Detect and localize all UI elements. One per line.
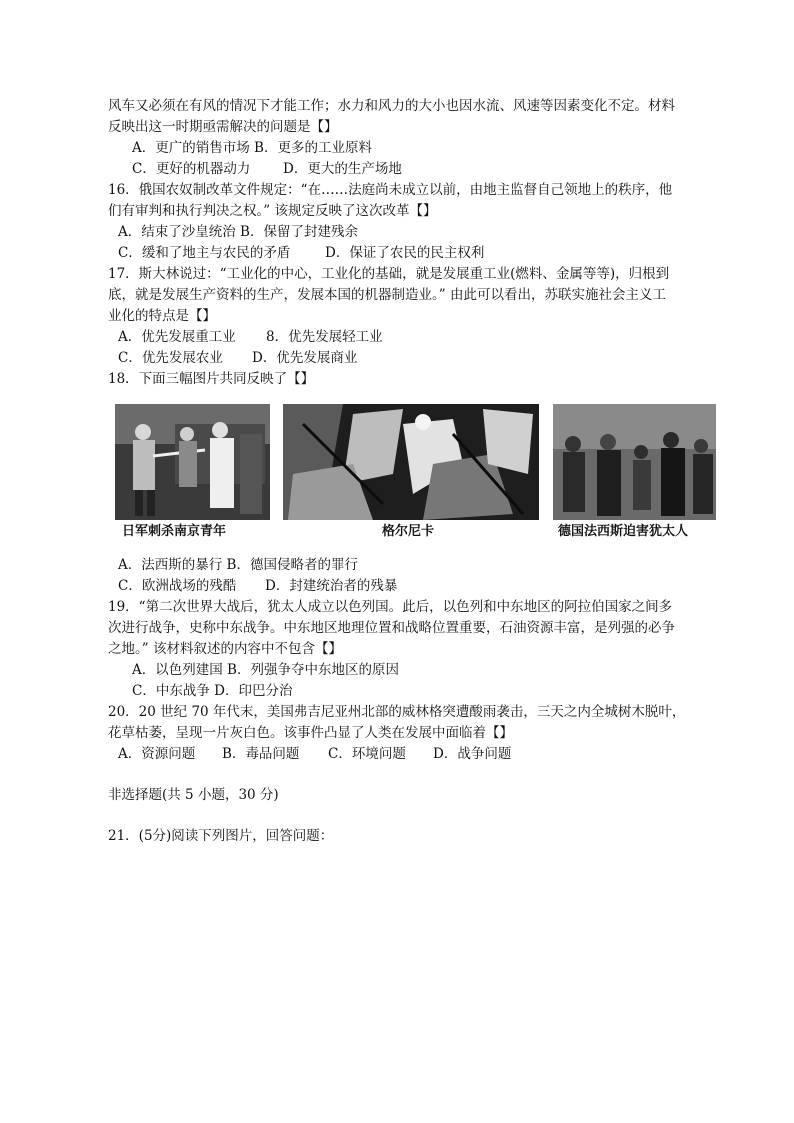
section-title: 非选择题(共 5 小题，30 分) [108,787,279,803]
q17-stem-line1: 17．斯大林说过：“工业化的中心，工业化的基础，就是发展重工业(燃料、金属等等)，归根到 [108,266,670,282]
q20-stem-line2: 花草枯萎，呈现一片灰白色。该事件凸显了人类在发展中面临着【】 [108,725,513,741]
q16-stem-line1: 16．俄国农奴制改革文件规定：“在……法庭尚未成立以前，由地主监督自己领地上的秩序，他 [108,182,673,198]
q15-option-c: C．更好的机器动力 [132,161,251,177]
q17-option-c: C．优先发展农业 [118,350,223,366]
q16-option-c: C．缓和了地主与农民的矛盾 [118,245,291,261]
q16-stem-line2: 们有审判和执行判决之权。” 该规定反映了这次改革【】 [108,203,437,219]
q20-option-d: D．战争问题 [433,746,512,762]
q17-stem-line3: 业化的特点是【】 [108,308,216,324]
caption-guernica: 格尔尼卡 [382,524,435,539]
q21-stem: 21．(5分)阅读下列图片，回答问题： [108,828,334,844]
q19-stem-line2: 次进行战争，史称中东战争。中东地区地理位置和战略位置重要，石油资源丰富，是列强的必争 [108,620,675,636]
q16-option-ab: A．结束了沙皇统治 B．保留了封建残余 [118,224,358,240]
persecution-photo [553,404,716,520]
q18-option-ab: A．法西斯的暴行 B．德国侵略者的罪行 [118,557,358,573]
q17-option-a: A．优先发展重工业 [118,329,236,345]
q17-option-d: D．优先发展商业 [252,350,358,366]
q18-option-c: C．欧洲战场的残酷 [118,578,237,594]
q17-option-b: 8．优先发展轻工业 [266,329,383,345]
q19-option-ab: A．以色列建国 B．列强争夺中东地区的原因 [132,662,399,678]
q16-option-d: D．保证了农民的民主权利 [325,245,485,261]
q20-option-b: B．毒品问题 [222,746,300,762]
guernica-photo [283,404,539,520]
q15-option-d: D．更大的生产场地 [283,161,402,177]
q17-stem-line2: 底，就是发展生产资料的生产，发展本国的机器制造业。” 由此可以看出，苏联实施社会主义工 [108,287,666,303]
q20-option-c: C．环境问题 [328,746,406,762]
q19-stem-line3: 之地。” 该材料叙述的内容中不包含【】 [108,641,342,657]
q15-stem-line1: 风车又必须在有风的情况下才能工作；水力和风力的大小也因水流、风速等因素变化不定。材料 [108,98,675,114]
q19-stem-line1: 19．“第二次世界大战后，犹太人成立以色列国。此后，以色列和中东地区的阿拉伯国家之间多 [108,599,673,615]
q19-option-cd: C．中东战争 D．印巴分治 [132,683,293,699]
q18-stem: 18．下面三幅图片共同反映了【】 [108,371,315,387]
caption-nanjing: 日军刺杀南京青年 [122,524,227,539]
caption-persecution: 德国法西斯迫害犹太人 [558,524,689,539]
q15-option-ab: A．更广的销售市场 B．更多的工业原料 [132,140,372,156]
q18-option-d: D．封建统治者的残暴 [265,578,398,594]
q15-stem-line2: 反映出这一时期亟需解决的问题是【】 [108,119,338,135]
q20-option-a: A．资源问题 [118,746,196,762]
q20-stem-line1: 20．20 世纪 70 年代末，美国弗吉尼亚州北部的威林格突遭酸雨袭击，三天之内全城树木脱叶， [108,704,686,720]
nanjing-photo [115,404,270,520]
